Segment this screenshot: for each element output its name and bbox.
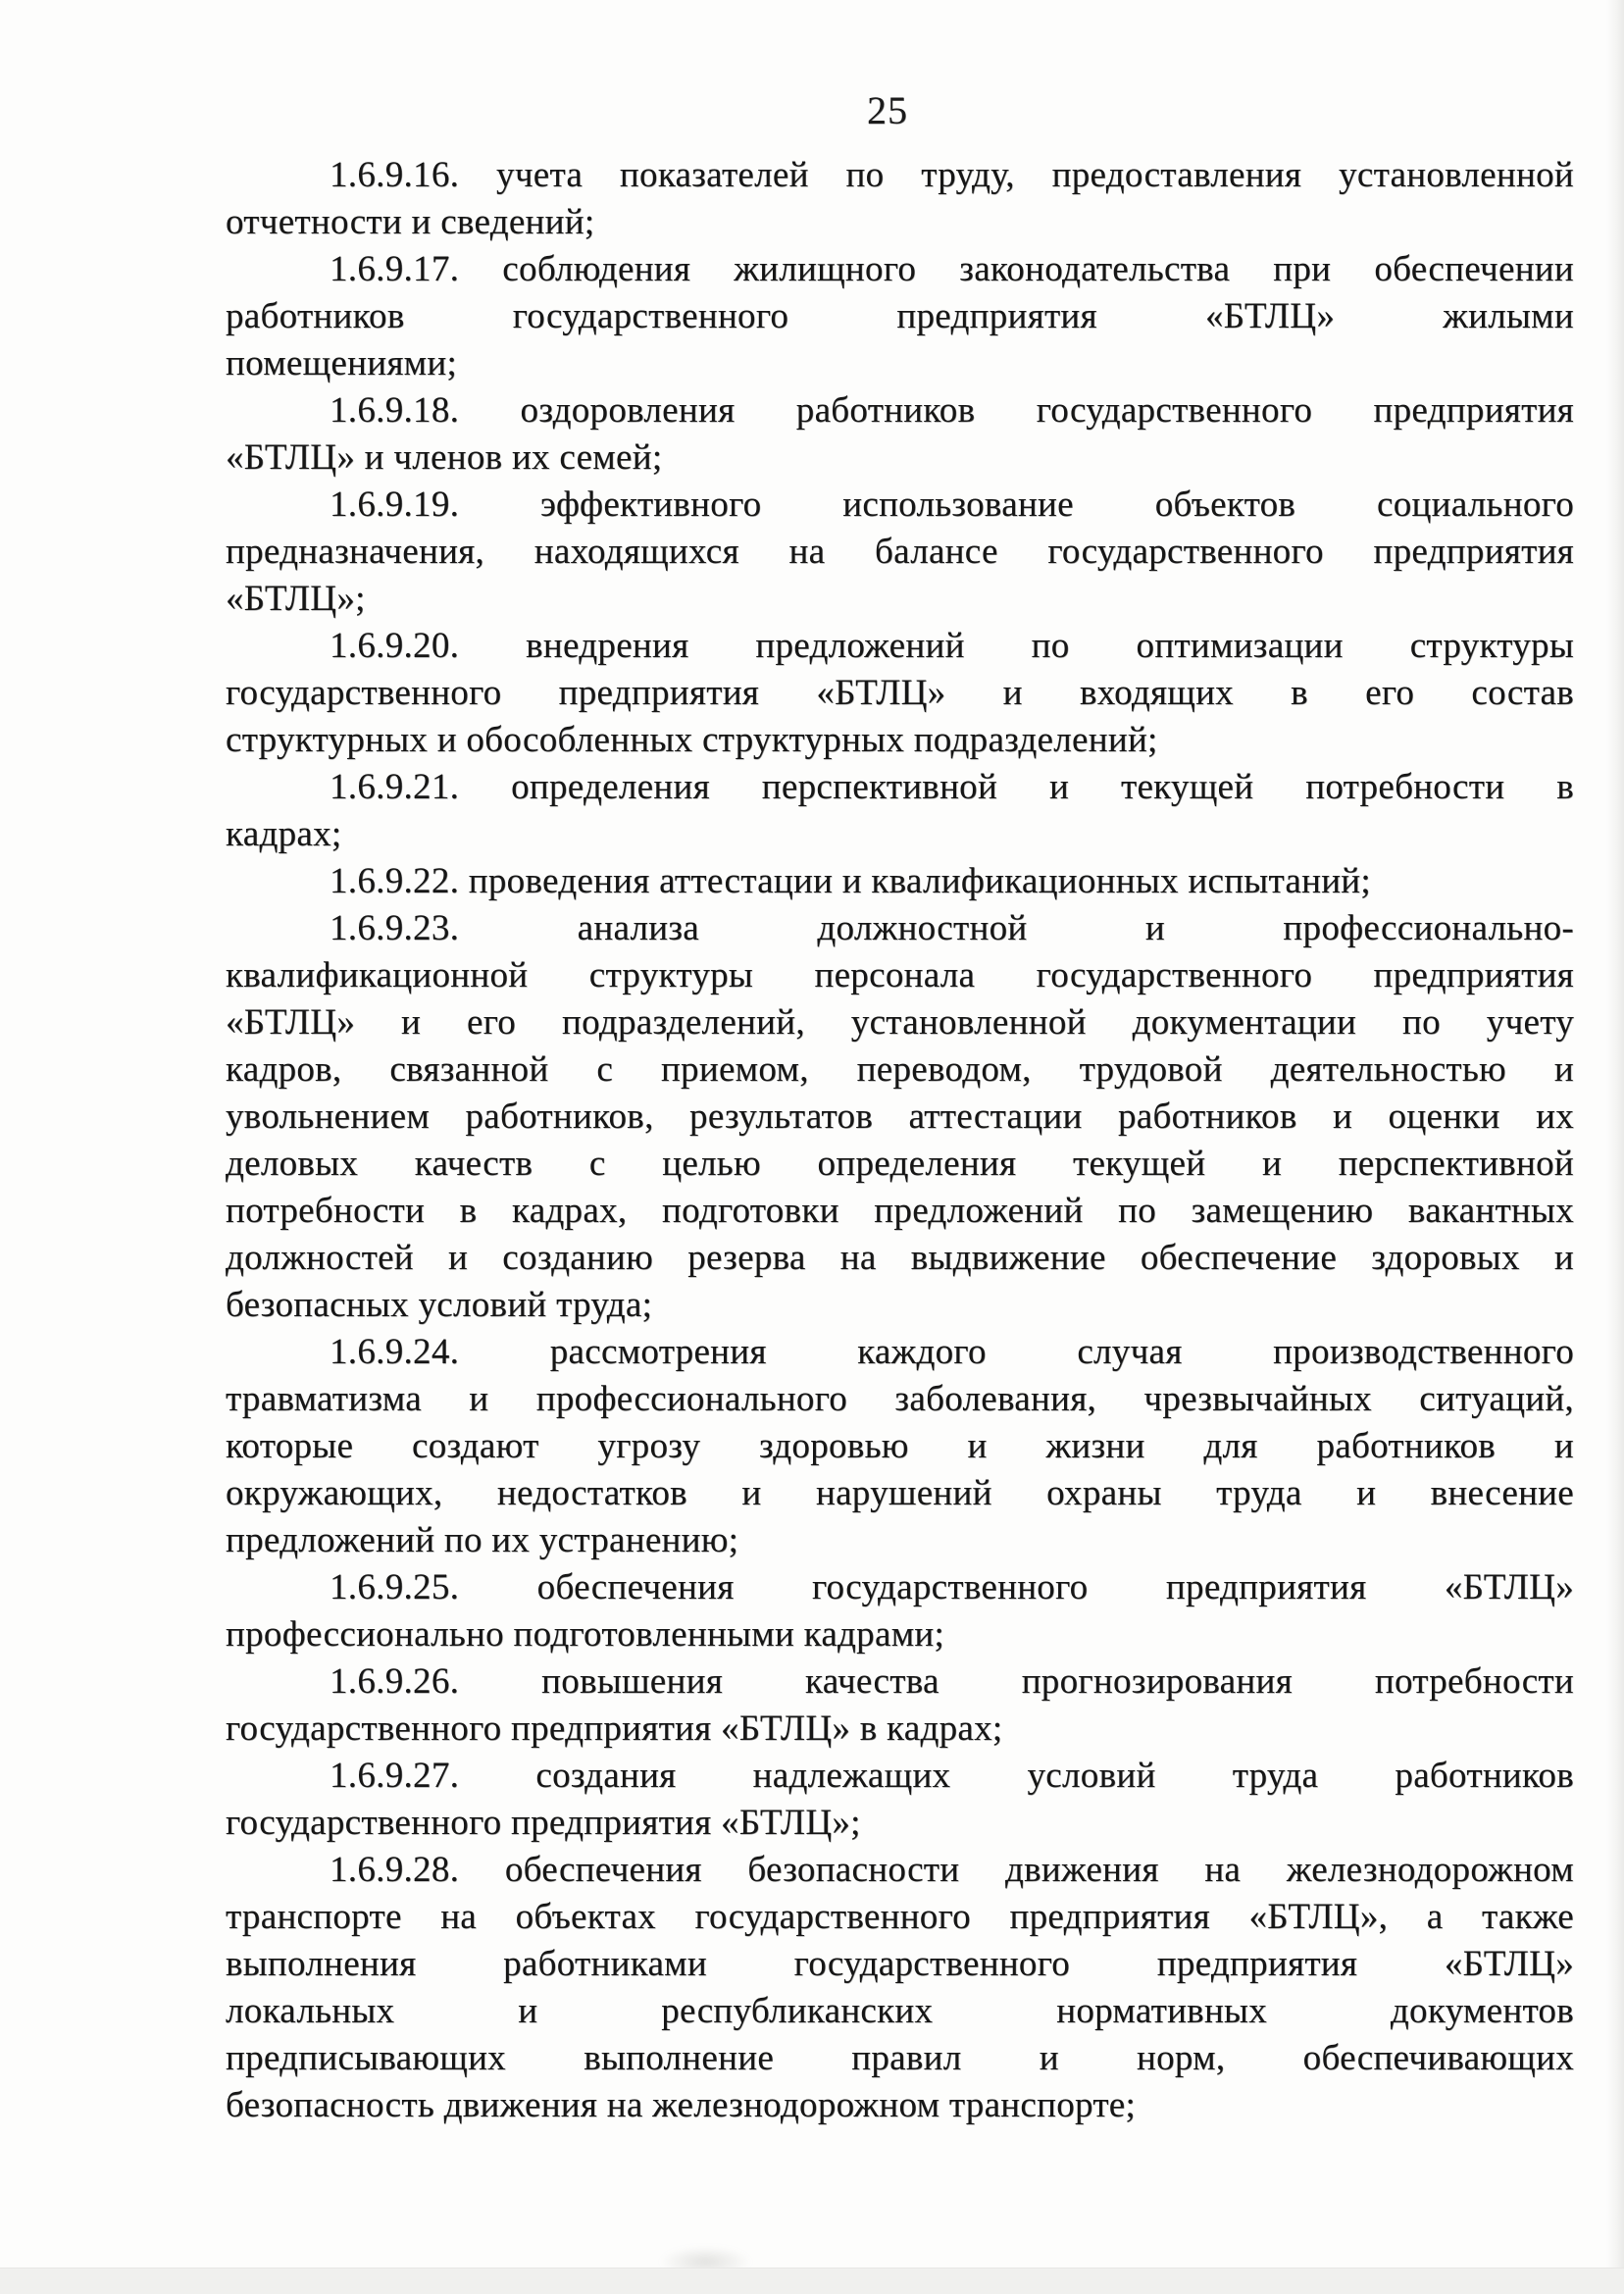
text-line: помещениями;: [226, 343, 458, 383]
text-line: отчетности и сведений;: [226, 202, 595, 242]
text-line: «БТЛЦ» и его подразделений, установленной документации по учету: [226, 1002, 1574, 1043]
paragraph-1.6.9.16: [226, 152, 1574, 246]
text-line: государственного предприятия «БТЛЦ» и входящих в его состав: [226, 673, 1574, 713]
paragraph-1.6.9.18: [226, 387, 1574, 482]
text-line: 1.6.9.26. повышения качества прогнозирования потребности: [330, 1661, 1574, 1702]
text-line: должностей и созданию резерва на выдвижение обеспечение здоровых и: [226, 1238, 1574, 1278]
text-line: безопасность движения на железнодорожном транспорте;: [226, 2085, 1137, 2125]
page-number: 25: [867, 88, 908, 132]
text-line: 1.6.9.17. соблюдения жилищного законодательства при обеспечении: [330, 249, 1574, 289]
text-line: предназначения, находящихся на балансе государственного предприятия: [226, 532, 1574, 572]
text-line: транспорте на объектах государственного предприятия «БТЛЦ», а также: [226, 1897, 1574, 1937]
text-line: профессионально подготовленными кадрами;: [226, 1614, 945, 1655]
text-line: окружающих, недостатков и нарушений охраны труда и внесение: [226, 1473, 1574, 1513]
text-line: 1.6.9.24. рассмотрения каждого случая производственного: [330, 1332, 1574, 1372]
paragraph-1.6.9.28: [226, 1847, 1574, 2129]
paragraph-1.6.9.22: [226, 858, 1574, 905]
text-line: которые создают угрозу здоровью и жизни для работников и: [226, 1426, 1574, 1466]
text-line: квалификационной структуры персонала государственного предприятия: [226, 955, 1574, 995]
text-line: 1.6.9.23. анализа должностной и профессионально-: [330, 908, 1574, 948]
text-line: работников государственного предприятия «БТЛЦ» жилыми: [226, 296, 1574, 336]
text-line: государственного предприятия «БТЛЦ» в кадрах;: [226, 1708, 1003, 1749]
text-line: 1.6.9.22. проведения аттестации и квалификационных испытаний;: [330, 861, 1371, 901]
text-line: 1.6.9.19. эффективного использование объектов социального: [330, 484, 1574, 525]
text-line: 1.6.9.25. обеспечения государственного предприятия «БТЛЦ»: [330, 1567, 1574, 1607]
text-line: 1.6.9.21. определения перспективной и текущей потребности в: [330, 767, 1574, 807]
text-line: предложений по их устранению;: [226, 1520, 739, 1560]
paragraph-1.6.9.23: [226, 905, 1574, 1329]
text-line: 1.6.9.28. обеспечения безопасности движения на железнодорожном: [330, 1850, 1574, 1890]
text-line: безопасных условий труда;: [226, 1285, 653, 1325]
paragraph-1.6.9.20: [226, 623, 1574, 764]
paragraph-1.6.9.21: [226, 764, 1574, 858]
text-line: выполнения работниками государственного предприятия «БТЛЦ»: [226, 1944, 1574, 1984]
text-line: предписывающих выполнение правил и норм, обеспечивающих: [226, 2038, 1574, 2078]
text-line: 1.6.9.20. внедрения предложений по оптимизации структуры: [330, 626, 1574, 666]
text-line: кадров, связанной с приемом, переводом, трудовой деятельностью и: [226, 1049, 1574, 1090]
text-line: деловых качеств с целью определения текущей и перспективной: [226, 1144, 1574, 1184]
text-line: «БТЛЦ» и членов их семей;: [226, 437, 663, 478]
text-line: 1.6.9.18. оздоровления работников государственного предприятия: [330, 390, 1574, 431]
scan-edge-bottom: [0, 2268, 1624, 2294]
paragraph-1.6.9.25: [226, 1564, 1574, 1658]
text-line: травматизма и профессионального заболевания, чрезвычайных ситуаций,: [226, 1379, 1574, 1419]
paragraph-1.6.9.27: [226, 1753, 1574, 1847]
text-line: 1.6.9.27. создания надлежащих условий труда работников: [330, 1756, 1574, 1796]
text-line: «БТЛЦ»;: [226, 579, 366, 619]
paragraph-1.6.9.26: [226, 1658, 1574, 1753]
text-line: 1.6.9.16. учета показателей по труду, предоставления установленной: [330, 155, 1574, 195]
text-line: кадрах;: [226, 814, 342, 854]
paragraph-1.6.9.17: [226, 246, 1574, 387]
text-line: государственного предприятия «БТЛЦ»;: [226, 1803, 861, 1843]
paragraph-1.6.9.24: [226, 1329, 1574, 1564]
text-line: структурных и обособленных структурных подразделений;: [226, 720, 1158, 760]
text-line: потребности в кадрах, подготовки предложений по замещению вакантных: [226, 1191, 1574, 1231]
scan-edge-right: [1606, 0, 1624, 2294]
document-body: [226, 152, 1574, 2129]
paragraph-1.6.9.19: [226, 482, 1574, 623]
text-line: увольнением работников, результатов аттестации работников и оценки их: [226, 1096, 1574, 1137]
text-line: локальных и республиканских нормативных документов: [226, 1991, 1574, 2031]
